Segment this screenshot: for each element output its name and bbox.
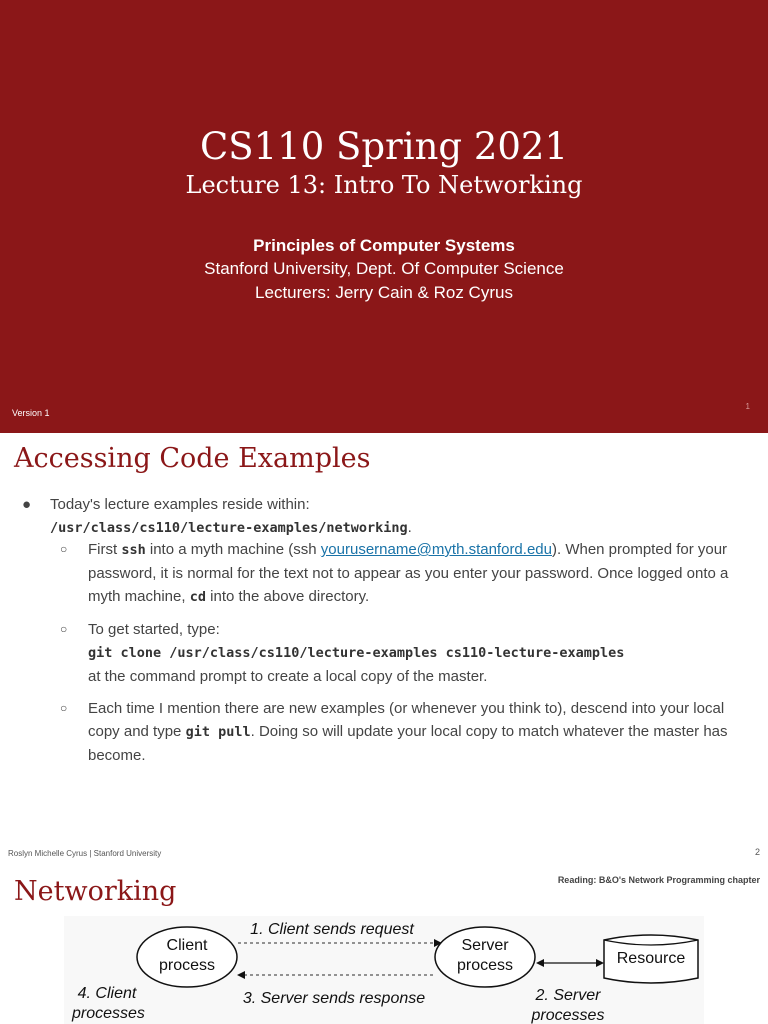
period: . bbox=[407, 519, 412, 536]
bullet-item bbox=[22, 493, 752, 540]
sub-text: into a myth machine (ssh bbox=[145, 541, 321, 558]
sub-text: To get started, type: bbox=[88, 621, 220, 638]
server-process-label: Server process bbox=[456, 937, 514, 974]
client-process-label: Client process bbox=[158, 937, 216, 974]
course-title: CS110 Spring 2021 bbox=[199, 125, 569, 168]
step-1-label: 1. Client sends request bbox=[250, 921, 414, 938]
resource-arrow-head-right bbox=[596, 959, 604, 967]
circle-bullet-icon: ○ bbox=[60, 622, 68, 636]
sub-bullet-ssh bbox=[60, 538, 750, 609]
ssh-command: ssh bbox=[121, 542, 146, 558]
lecturers: Lecturers: Jerry Cain & Roz Cyrus bbox=[255, 283, 513, 302]
slide-number: 1 bbox=[745, 402, 750, 411]
resource-arrow-head-left bbox=[536, 959, 544, 967]
sub-bullet-git-clone bbox=[60, 618, 750, 688]
slide-number: 2 bbox=[754, 847, 760, 857]
course-name: Principles of Computer Systems bbox=[253, 236, 515, 255]
slide-title: Accessing Code Examples bbox=[14, 443, 371, 474]
lecture-title: Lecture 13: Intro To Networking bbox=[185, 171, 583, 199]
sub-text: Each time I mention there are new examples (or whenever you think to), descend into your local copy and type bbox=[88, 700, 725, 740]
git-clone-command: git clone /usr/class/cs110/lecture-examples cs110-lecture-examples bbox=[88, 645, 625, 661]
title-slide bbox=[0, 0, 768, 433]
step-3-label: 3. Server sends response bbox=[242, 990, 426, 1007]
sub-text: into the above directory. bbox=[205, 588, 370, 605]
reading-note: Reading: B&O's Network Programming chapter bbox=[557, 875, 760, 885]
code-examples-slide bbox=[0, 433, 768, 866]
examples-path: /usr/class/cs110/lecture-examples/networking bbox=[50, 520, 408, 536]
cd-command: cd bbox=[189, 589, 206, 605]
bullet-text: Today's lecture examples reside within: bbox=[50, 496, 310, 513]
step-4-label: 4. Client processes bbox=[72, 985, 145, 1022]
sub-bullet-git-pull bbox=[60, 697, 750, 767]
resource-label: Resource bbox=[616, 950, 686, 967]
bullet-icon: ● bbox=[22, 496, 32, 513]
sub-text: at the command prompt to create a local copy of the master. bbox=[88, 668, 488, 685]
slide-title: Networking bbox=[14, 876, 177, 907]
git-pull-command: git pull bbox=[185, 724, 251, 740]
client-server-diagram bbox=[64, 916, 704, 1024]
circle-bullet-icon: ○ bbox=[60, 701, 68, 715]
sub-text: ). When prompted for your password, it is normal for the text not to appear as you enter your password. Once logged onto a myth machine, bbox=[88, 541, 729, 605]
university: Stanford University, Dept. Of Computer Science bbox=[204, 259, 564, 278]
myth-link[interactable]: yourusername@myth.stanford.edu bbox=[320, 541, 552, 558]
version-label: Version 1 bbox=[12, 408, 50, 418]
circle-bullet-icon: ○ bbox=[60, 542, 68, 556]
response-arrow-head bbox=[237, 971, 245, 979]
sub-text: First bbox=[88, 541, 122, 558]
sub-text: . Doing so will update your local copy to match whatever the master has become. bbox=[88, 723, 728, 764]
networking-slide bbox=[0, 866, 768, 1024]
step-2-label: 2. Server processes bbox=[531, 987, 605, 1024]
footer-author: Roslyn Michelle Cyrus | Stanford University bbox=[8, 849, 162, 858]
